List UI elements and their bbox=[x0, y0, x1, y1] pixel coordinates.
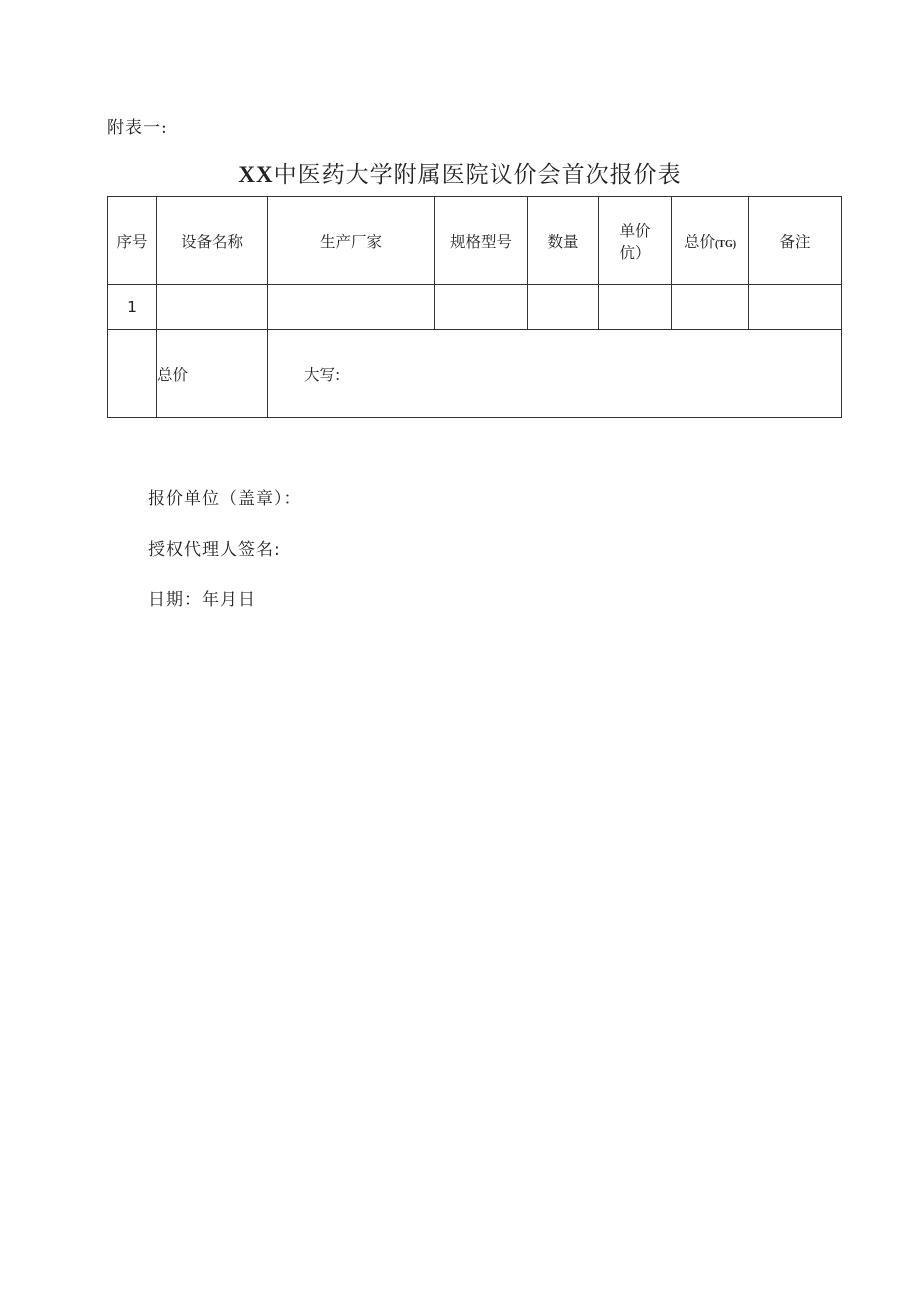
row-seq: 1 bbox=[108, 285, 157, 330]
capital-amount-label: 大写: bbox=[304, 365, 341, 384]
header-unit-price-line1: 单价 bbox=[619, 221, 651, 240]
title-text: 中医药大学附属医院议价会首次报价表 bbox=[273, 162, 682, 188]
total-capital-cell bbox=[268, 330, 842, 418]
title-prefix: XX bbox=[238, 162, 274, 187]
row-device-name bbox=[157, 285, 268, 330]
header-device-name: 设备名称 bbox=[157, 197, 268, 285]
header-total-main: 总价 bbox=[683, 232, 715, 251]
total-label: 总价 bbox=[157, 330, 268, 418]
total-row bbox=[108, 330, 842, 418]
row-remark bbox=[749, 285, 842, 330]
appendix-label: 附表一: bbox=[107, 118, 168, 138]
header-total-sub: (TG) bbox=[714, 238, 737, 250]
document-title bbox=[0, 156, 920, 189]
row-quantity bbox=[528, 285, 599, 330]
row-unit-price bbox=[599, 285, 672, 330]
total-row-blank bbox=[108, 330, 157, 418]
quote-table bbox=[107, 196, 842, 418]
row-spec-model bbox=[435, 285, 528, 330]
row-total-price bbox=[672, 285, 749, 330]
header-spec-model: 规格型号 bbox=[435, 197, 528, 285]
table-header-row bbox=[108, 197, 842, 285]
header-total-price bbox=[672, 197, 749, 285]
row-manufacturer bbox=[268, 285, 435, 330]
header-manufacturer: 生产厂家 bbox=[268, 197, 435, 285]
quote-unit-stamp-line: 报价单位（盖章）： bbox=[148, 489, 302, 509]
header-unit-price-line2: 伉） bbox=[619, 243, 651, 262]
header-quantity: 数量 bbox=[528, 197, 599, 285]
header-remark: 备注 bbox=[749, 197, 842, 285]
agent-signature-line: 授权代理人签名: bbox=[148, 540, 281, 560]
date-line: 日期：年月日 bbox=[148, 590, 256, 610]
table-row bbox=[108, 285, 842, 330]
header-seq: 序号 bbox=[108, 197, 157, 285]
header-unit-price bbox=[599, 197, 672, 285]
